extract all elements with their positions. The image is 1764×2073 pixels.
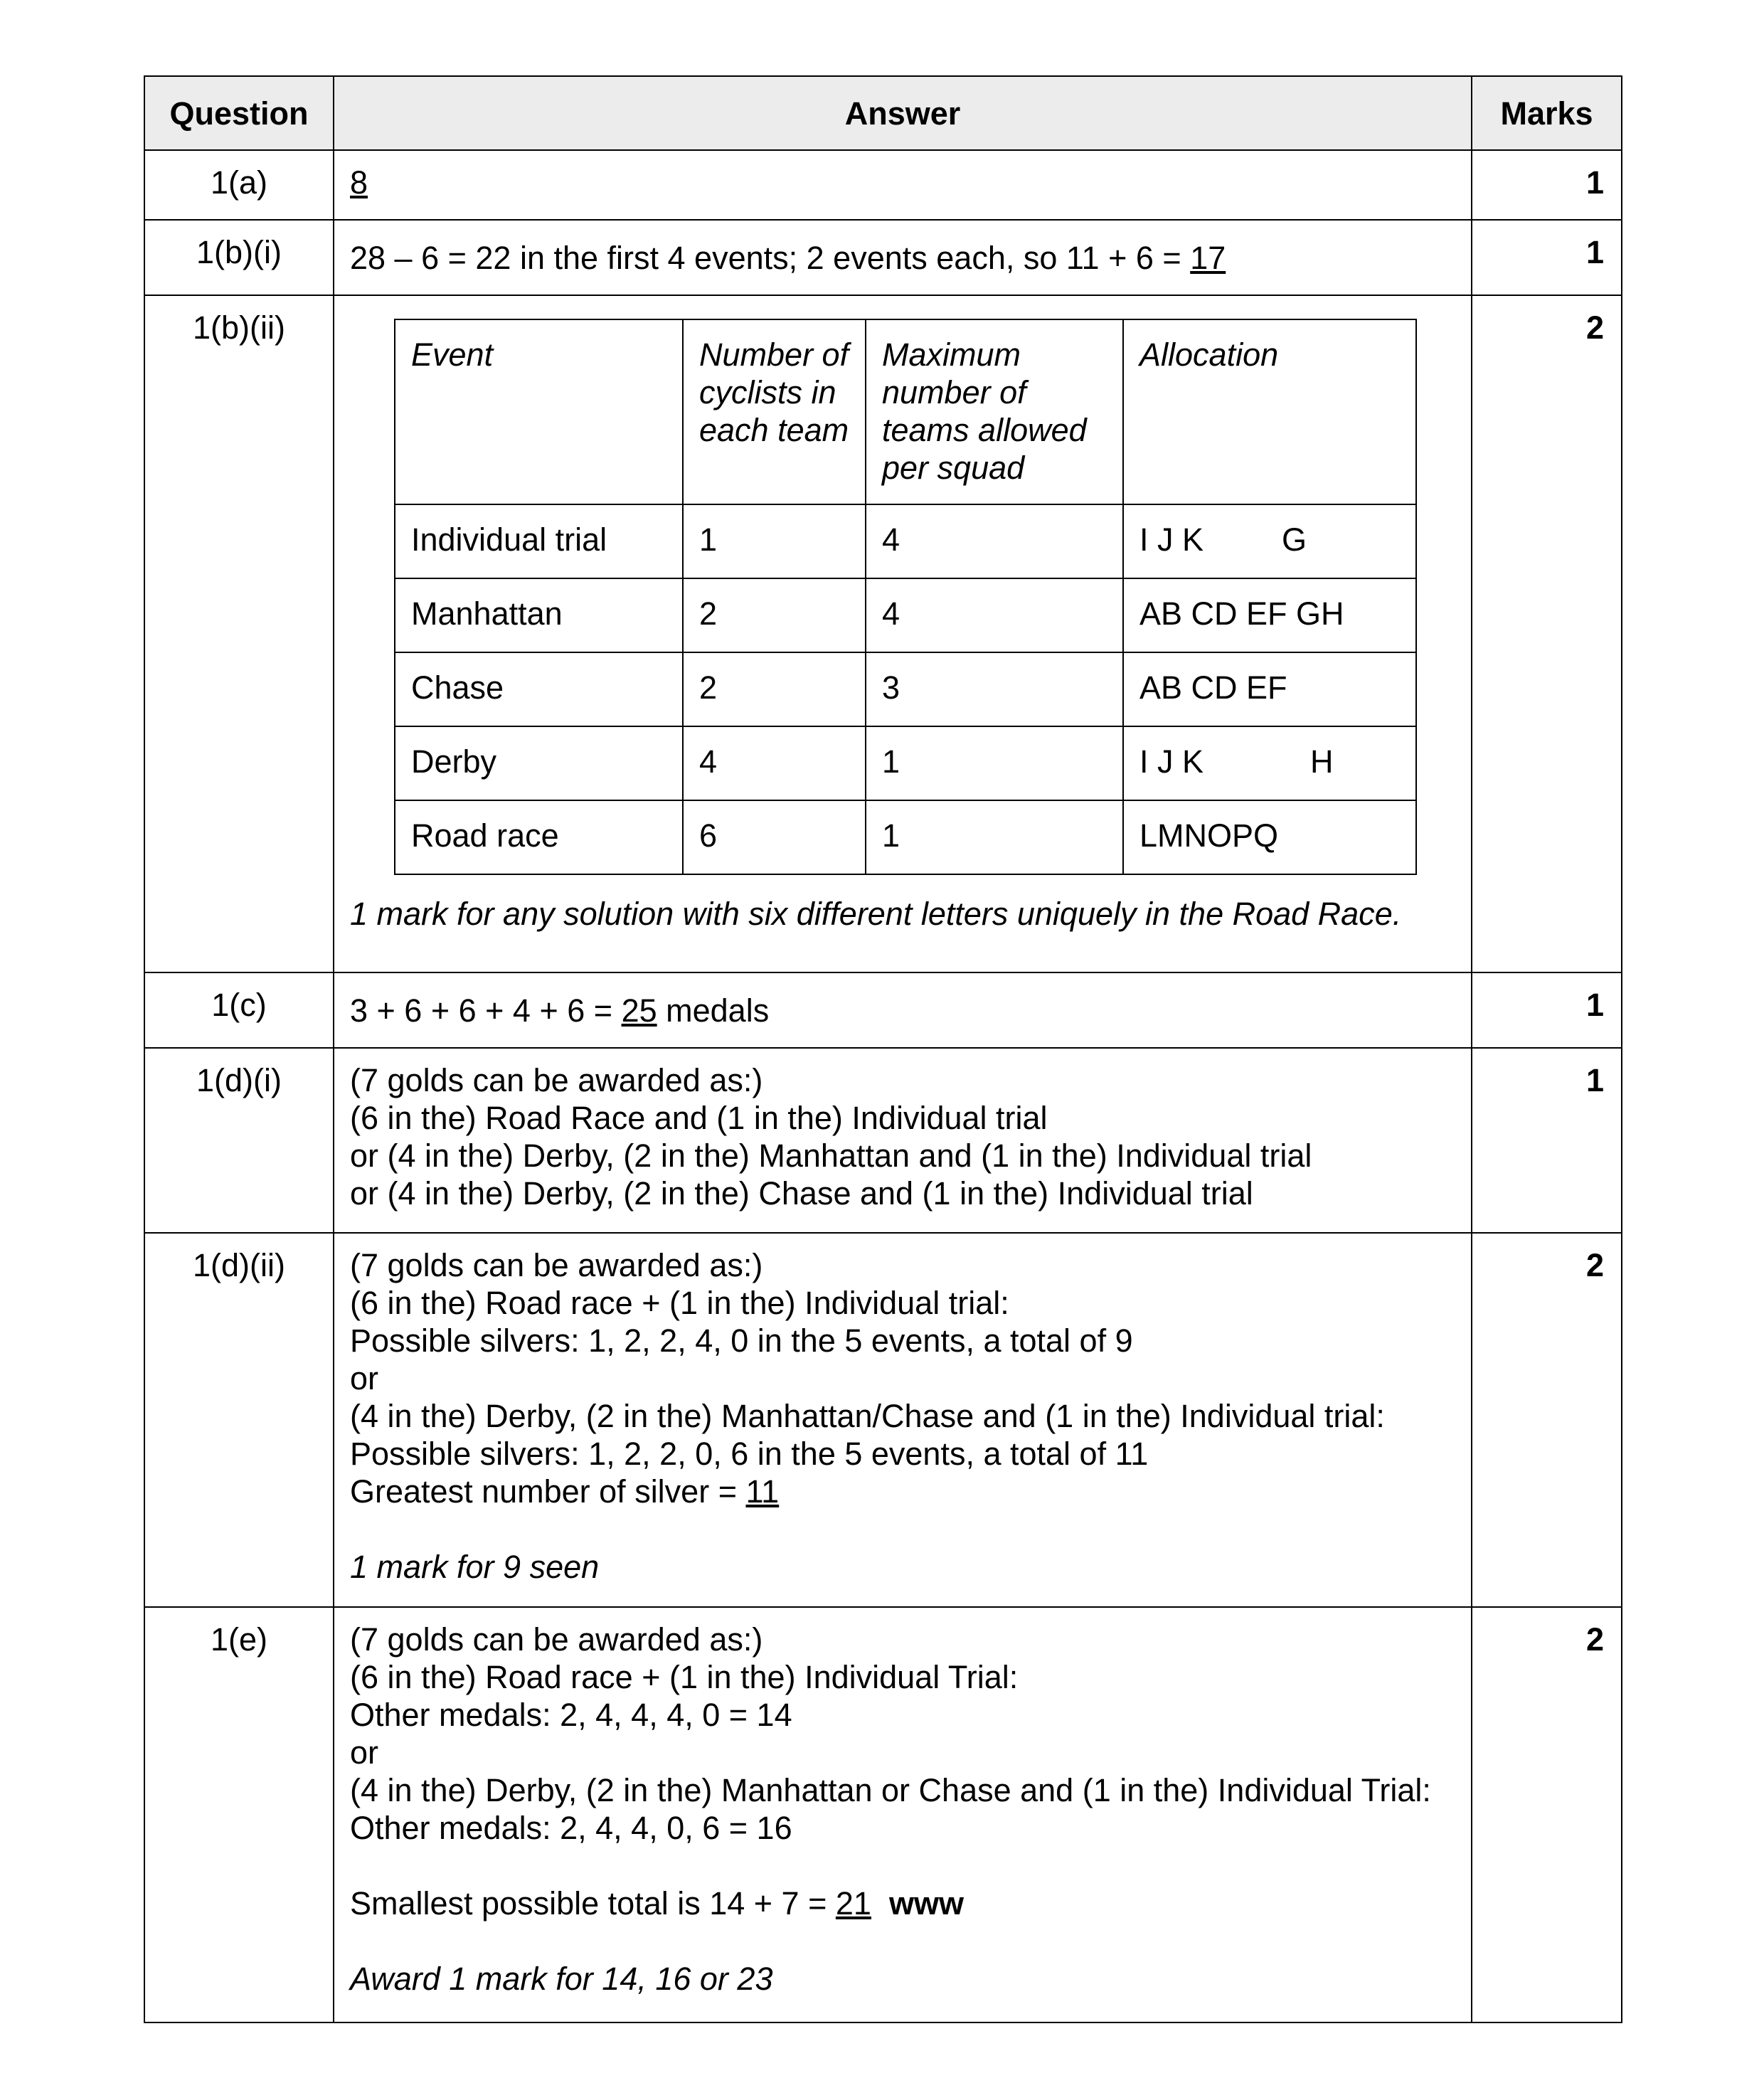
row-1dii <box>144 1233 1622 1607</box>
allocation-letters: I J K <box>1139 521 1204 558</box>
cyclists-count: 6 <box>683 800 866 874</box>
answer-final-line <box>350 1884 1471 1922</box>
answer-cell <box>334 1048 1472 1233</box>
event-header: Event <box>395 319 683 504</box>
answer-text: 28 – 6 = 22 in the first 4 events; 2 events each, so 11 + 6 = <box>350 240 1191 276</box>
marks-value: 2 <box>1472 295 1622 972</box>
answer-value: 8 <box>350 164 368 201</box>
allocation-cell <box>1123 800 1416 874</box>
answer-line: or (4 in the) Derby, (2 in the) Manhattan and (1 in the) Individual trial <box>350 1138 1312 1174</box>
allocation-extra: G <box>1282 521 1307 558</box>
cyclists-count: 2 <box>683 578 866 652</box>
question-number: 1(c) <box>144 972 334 1048</box>
answer-line: Possible silvers: 1, 2, 2, 4, 0 in the 5 events, a total of 9 <box>350 1322 1133 1359</box>
allocation-table <box>394 319 1417 875</box>
question-header: Question <box>144 76 334 150</box>
marks-header: Marks <box>1472 76 1622 150</box>
answer-text: Smallest possible total is 14 + 7 = <box>350 1885 836 1921</box>
answer-header: Answer <box>334 76 1472 150</box>
answer-value: 21 <box>835 1885 871 1921</box>
answer-line: (7 golds can be awarded as:) <box>350 1062 763 1098</box>
answer-line: (7 golds can be awarded as:) <box>350 1621 763 1658</box>
question-number: 1(e) <box>144 1607 334 2022</box>
row-1c <box>144 972 1622 1048</box>
event-name: Individual trial <box>395 504 683 578</box>
teams-count: 1 <box>866 800 1123 874</box>
row-1bi <box>144 220 1622 295</box>
answer-cell <box>334 295 1472 972</box>
marks-value: 1 <box>1472 220 1622 295</box>
answer-line: (4 in the) Derby, (2 in the) Manhattan/Chase and (1 in the) Individual trial: <box>350 1398 1385 1434</box>
teams-count: 4 <box>866 504 1123 578</box>
event-name: Road race <box>395 800 683 874</box>
question-number: 1(a) <box>144 150 334 220</box>
table-row <box>395 652 1416 726</box>
table-row <box>395 726 1416 800</box>
row-1a <box>144 150 1622 220</box>
teams-count: 3 <box>866 652 1123 726</box>
answer-line: Other medals: 2, 4, 4, 0, 6 = 16 <box>350 1810 792 1846</box>
teams-count: 4 <box>866 578 1123 652</box>
header-row <box>144 76 1622 150</box>
answer-value: 11 <box>745 1473 780 1510</box>
answer-text: 3 + 6 + 6 + 4 + 6 = <box>350 992 622 1029</box>
question-number: 1(b)(i) <box>144 220 334 295</box>
answer-final-line <box>350 1473 1471 1510</box>
allocation-header: Allocation <box>1123 319 1416 504</box>
question-number: 1(b)(ii) <box>144 295 334 972</box>
answer-line: or <box>350 1360 379 1396</box>
row-1di <box>144 1048 1622 1233</box>
answer-unit: medals <box>657 992 770 1029</box>
answer-line: (4 in the) Derby, (2 in the) Manhattan or Chase and (1 in the) Individual Trial: <box>350 1772 1431 1808</box>
answer-line: or <box>350 1734 379 1771</box>
table-row <box>395 578 1416 652</box>
marks-value: 2 <box>1472 1233 1622 1607</box>
marks-value: 2 <box>1472 1607 1622 2022</box>
teams-header: Maximum number of teams allowed per squad <box>866 319 1123 504</box>
www-note: www <box>888 1885 964 1921</box>
allocation-letters: LMNOPQ <box>1139 817 1279 854</box>
answer-line: (7 golds can be awarded as:) <box>350 1247 763 1283</box>
marking-note: 1 mark for 9 seen <box>350 1549 600 1585</box>
event-name: Derby <box>395 726 683 800</box>
allocation-cell <box>1123 504 1416 578</box>
answer-value: 25 <box>621 992 657 1029</box>
cyclists-count: 1 <box>683 504 866 578</box>
allocation-letters: AB CD EF GH <box>1139 595 1344 632</box>
allocation-letters: AB CD EF <box>1139 669 1287 706</box>
answer-line: or (4 in the) Derby, (2 in the) Chase and (1 in the) Individual trial <box>350 1175 1253 1212</box>
answer-cell <box>334 220 1472 295</box>
question-number: 1(d)(i) <box>144 1048 334 1233</box>
allocation-cell <box>1123 726 1416 800</box>
allocation-cell <box>1123 652 1416 726</box>
answer-line: (6 in the) Road race + (1 in the) Individual trial: <box>350 1285 1009 1321</box>
event-name: Manhattan <box>395 578 683 652</box>
teams-count: 1 <box>866 726 1123 800</box>
marks-value: 1 <box>1472 972 1622 1048</box>
table-row <box>395 800 1416 874</box>
event-name: Chase <box>395 652 683 726</box>
answer-line: (6 in the) Road Race and (1 in the) Individual trial <box>350 1100 1048 1136</box>
marks-value: 1 <box>1472 150 1622 220</box>
allocation-extra: H <box>1310 743 1334 780</box>
answer-value: 17 <box>1190 240 1226 276</box>
marking-note: 1 mark for any solution with six different letters uniquely in the Road Race. <box>350 896 1402 932</box>
cyclists-header: Number of cyclists in each team <box>683 319 866 504</box>
allocation-letters: I J K <box>1139 743 1204 780</box>
allocation-header-row <box>395 319 1416 504</box>
table-row <box>395 504 1416 578</box>
question-number: 1(d)(ii) <box>144 1233 334 1607</box>
answer-cell <box>334 972 1472 1048</box>
marking-note: Award 1 mark for 14, 16 or 23 <box>350 1961 773 1997</box>
answer-line: (6 in the) Road race + (1 in the) Individual Trial: <box>350 1659 1019 1695</box>
answer-cell <box>334 1233 1472 1607</box>
answer-line: Possible silvers: 1, 2, 2, 0, 6 in the 5 events, a total of 11 <box>350 1436 1149 1472</box>
cyclists-count: 2 <box>683 652 866 726</box>
answer-line: Other medals: 2, 4, 4, 4, 0 = 14 <box>350 1697 792 1733</box>
answer-cell <box>334 150 1472 220</box>
answer-cell <box>334 1607 1472 2022</box>
answer-text: Greatest number of silver = <box>350 1473 746 1510</box>
marks-value: 1 <box>1472 1048 1622 1233</box>
mark-scheme-table <box>144 75 1622 2023</box>
row-1e <box>144 1607 1622 2022</box>
allocation-cell <box>1123 578 1416 652</box>
row-1bii <box>144 295 1622 972</box>
cyclists-count: 4 <box>683 726 866 800</box>
